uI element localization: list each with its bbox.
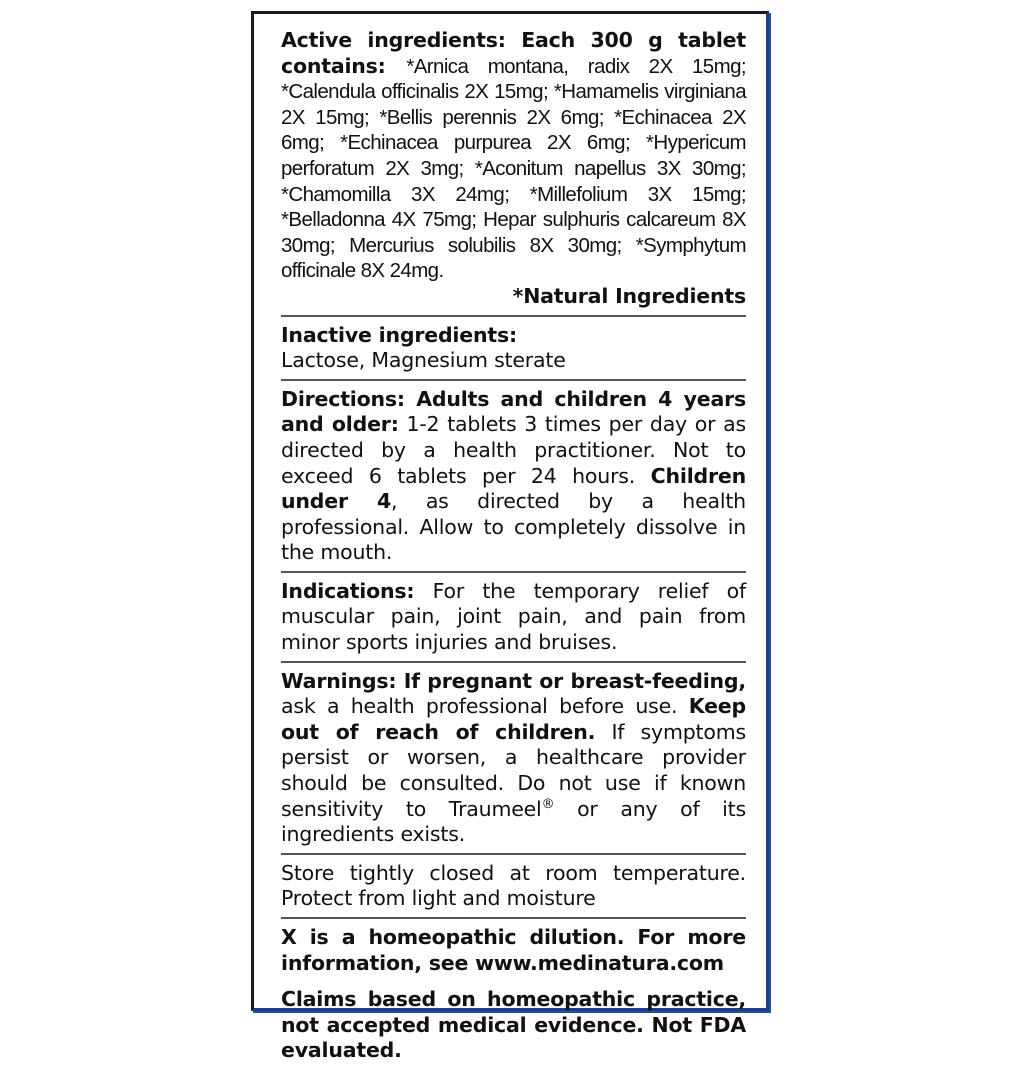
- warnings-heading: Warnings: If pregnant or breast-feeding,: [281, 668, 746, 693]
- claims-text: Claims based on homeopathic practice, not accepted medical evidence. Not FDA evaluated.: [281, 987, 746, 1063]
- drug-facts-panel: [251, 11, 769, 1063]
- warnings-text-continued: If symptoms persist or worsen, a healthcare provider should be consulted. Do not use if known sensitivity to Traumeel: [281, 719, 746, 821]
- natural-ingredients-footnote-row: [281, 284, 746, 310]
- keep-out-of-reach-warning: Keep out of reach of children.: [281, 694, 746, 744]
- registered-mark: ®: [541, 796, 555, 812]
- section-divider: [281, 571, 746, 573]
- active-ingredients-section: [281, 28, 746, 315]
- dilution-section: [281, 925, 746, 981]
- directions-children-under-4: Children under 4: [281, 463, 746, 514]
- active-ingredients-heading: Active ingredients: Each 300 g tablet contains:: [281, 28, 746, 78]
- indications-text: For the temporary relief of muscular pain, joint pain, and pain from minor sports injuries and bruises.: [281, 578, 746, 655]
- section-divider: [281, 917, 746, 919]
- drug-facts-content: [281, 28, 746, 1069]
- directions-heading: Directions: Adults and children 4 years and older:: [281, 386, 746, 437]
- inactive-ingredients-text: Lactose, Magnesium sterate: [281, 348, 566, 373]
- directions-section: [281, 387, 746, 571]
- directions-text-continued: , as directed by a health professional. Allow to completely dissolve in the mouth.: [281, 489, 746, 565]
- storage-text: Store tightly closed at room temperature. Protect from light and moisture: [281, 860, 746, 911]
- indications-heading: Indications:: [281, 578, 415, 603]
- active-ingredients-list: *Arnica montana, radix 2X 15mg; *Calendula officinalis 2X 15mg; *Hamamelis virginiana 2X 15mg; *Bellis perennis 2X 6mg; *Echinacea 2X 6mg; *Echinacea purpurea 2X 6mg; *Hypericum perforatum 2X 3mg; *Aconitum napellus 3X 30mg; *Chamomilla 3X 24mg; *Millefolium 3X 15mg; *Belladonna 4X 75mg; Hepar sulphuris calcareum 8X 30mg; Mercurius solubilis 8X 30mg; *Symphytum officinale 8X 24mg.: [281, 54, 746, 283]
- warnings-text-end: or any of its ingredients exists.: [281, 796, 746, 847]
- warnings-section: [281, 669, 746, 853]
- natural-ingredients-footnote: *Natural Ingredients: [512, 283, 746, 308]
- section-divider: [281, 661, 746, 663]
- directions-text: 1-2 tablets 3 times per day or as directed by a health practitioner. Not to exceed 6 tablets per 24 hours.: [281, 412, 746, 488]
- section-divider: [281, 315, 746, 317]
- inactive-ingredients-heading: Inactive ingredients:: [281, 322, 517, 347]
- claims-section: [281, 981, 746, 1069]
- inactive-ingredients-section: [281, 323, 746, 379]
- section-divider: [281, 379, 746, 381]
- storage-section: [281, 861, 746, 917]
- indications-section: [281, 579, 746, 661]
- warnings-text: ask a health professional before use.: [281, 694, 678, 719]
- section-divider: [281, 853, 746, 855]
- dilution-text: X is a homeopathic dilution. For more information, see www.medinatura.com: [281, 925, 746, 975]
